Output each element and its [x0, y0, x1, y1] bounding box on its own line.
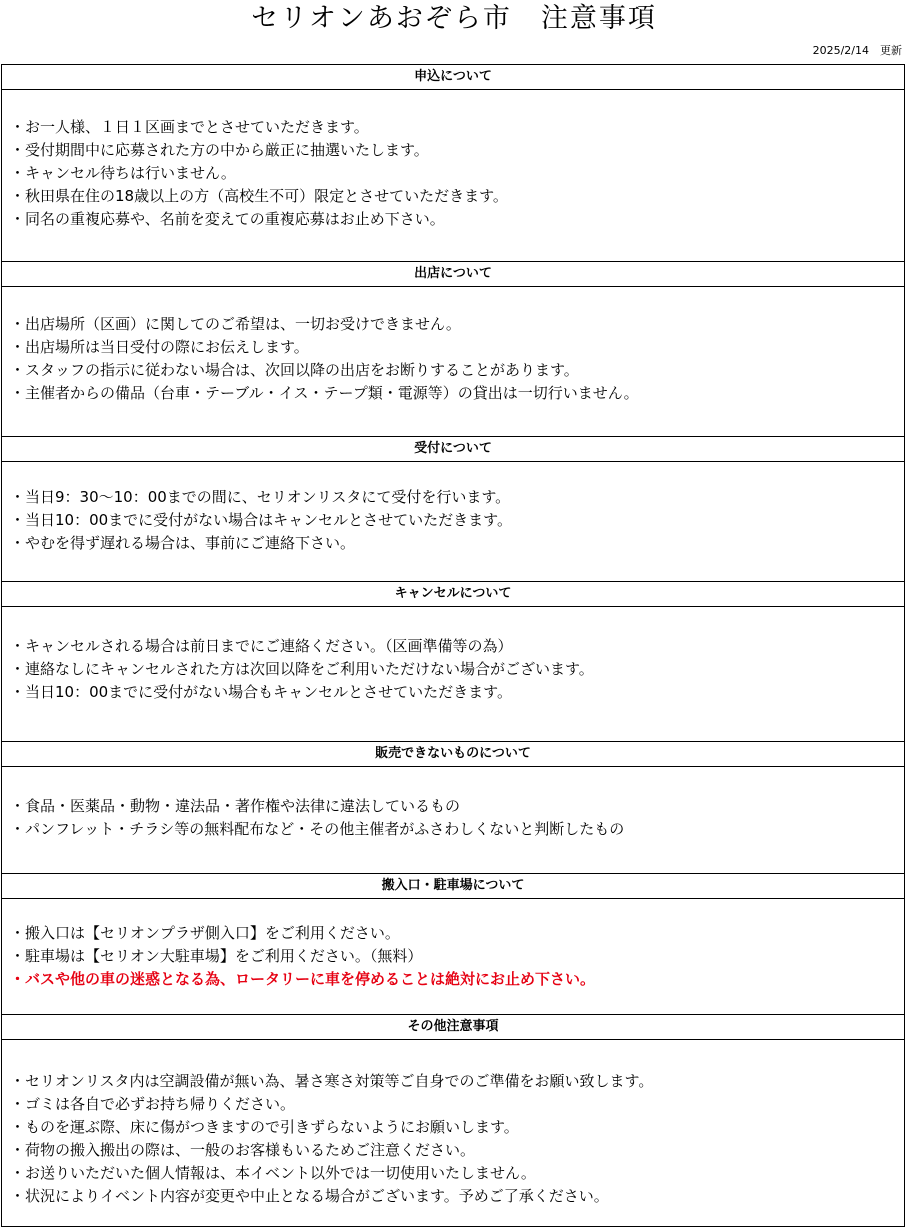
- section-body: [2, 287, 904, 405]
- list-item: ・パンフレット・チラシ等の無料配布など・その他主催者がふさわしくないと判断したもの: [10, 820, 625, 838]
- section-body: [2, 607, 904, 704]
- warning-item: ・バスや他の車の迷惑となる為、ロータリーに車を停めることは絶対にお止め下さい。: [10, 970, 596, 988]
- list-item: ・食品・医薬品・動物・違法品・著作権や法律に違法しているもの: [10, 797, 461, 815]
- list-item: ・スタッフの指示に従わない場合は、次回以降の出店をお断りすることがあります。: [10, 361, 579, 379]
- list-item: ・ゴミは各自で必ずお持ち帰りください。: [10, 1095, 296, 1113]
- list-item: ・当日10：00までに受付がない場合もキャンセルとさせていただきます。: [10, 683, 512, 701]
- section-heading: 販売できないものについて: [2, 742, 904, 767]
- section-heading: 申込について: [2, 65, 904, 90]
- updated-date: 2025/2/14 更新: [812, 44, 902, 57]
- list-item: ・当日10：00までに受付がない場合はキャンセルとさせていただきます。: [10, 511, 512, 529]
- list-item: ・状況によりイベント内容が変更や中止となる場合がございます。予めご了承ください。: [10, 1187, 609, 1205]
- section-heading: 出店について: [2, 262, 904, 287]
- list-item: ・出店場所は当日受付の際にお伝えします。: [10, 338, 309, 356]
- list-item: ・秋田県在住の18歳以上の方（高校生不可）限定とさせていただきます。: [10, 187, 508, 205]
- section-body: [2, 462, 904, 555]
- list-item: ・キャンセルされる場合は前日までにご連絡ください。（区画準備等の為）: [10, 637, 513, 655]
- list-item: ・連絡なしにキャンセルされた方は次回以降をご利用いただけない場合がございます。: [10, 660, 594, 678]
- section-body: [2, 899, 904, 991]
- section-other-notes: [1, 1014, 905, 1227]
- section-body: [2, 1040, 904, 1208]
- list-item: ・キャンセル待ちは行いません。: [10, 164, 236, 182]
- section-body: [2, 90, 904, 231]
- list-item: ・出店場所（区画）に関してのご希望は、一切お受けできません。: [10, 315, 461, 333]
- section-heading: キャンセルについて: [2, 582, 904, 607]
- section-loading-parking: [1, 873, 905, 1015]
- section-reception: [1, 436, 905, 582]
- section-heading: 受付について: [2, 437, 904, 462]
- list-item: ・お一人様、１日１区画までとさせていただきます。: [10, 118, 369, 136]
- list-item: ・ものを運ぶ際、床に傷がつきますので引きずらないようにお願いします。: [10, 1118, 519, 1136]
- section-prohibited-items: [1, 741, 905, 874]
- section-heading: その他注意事項: [2, 1015, 904, 1040]
- list-item: ・主催者からの備品（台車・テーブル・イス・テープ類・電源等）の貸出は一切行いません。: [10, 384, 639, 402]
- list-item: ・受付期間中に応募された方の中から厳正に抽選いたします。: [10, 141, 429, 159]
- list-item: ・荷物の搬入搬出の際は、一般のお客様もいるためご注意ください。: [10, 1141, 476, 1159]
- section-vendor: [1, 261, 905, 437]
- list-item: ・お送りいただいた個人情報は、本イベント以外では一切使用いたしません。: [10, 1164, 536, 1182]
- list-item: ・同名の重複応募や、名前を変えての重複応募はお止め下さい。: [10, 210, 445, 228]
- section-heading: 搬入口・駐車場について: [2, 874, 904, 899]
- section-application: [1, 64, 905, 262]
- list-item: ・駐車場は【セリオン大駐車場】をご利用ください。（無料）: [10, 947, 423, 965]
- page-title: セリオンあおぞら市 注意事項: [251, 3, 657, 34]
- list-item: ・やむを得ず遅れる場合は、事前にご連絡下さい。: [10, 534, 356, 552]
- list-item: ・搬入口は【セリオンプラザ側入口】をご利用ください。: [10, 924, 400, 942]
- list-item: ・セリオンリスタ内は空調設備が無い為、暑さ寒さ対策等ご自身でのご準備をお願い致します。: [10, 1072, 654, 1090]
- section-cancellation: [1, 581, 905, 742]
- section-body: [2, 767, 904, 841]
- list-item: ・当日9：30～10：00までの間に、セリオンリスタにて受付を行います。: [10, 488, 511, 506]
